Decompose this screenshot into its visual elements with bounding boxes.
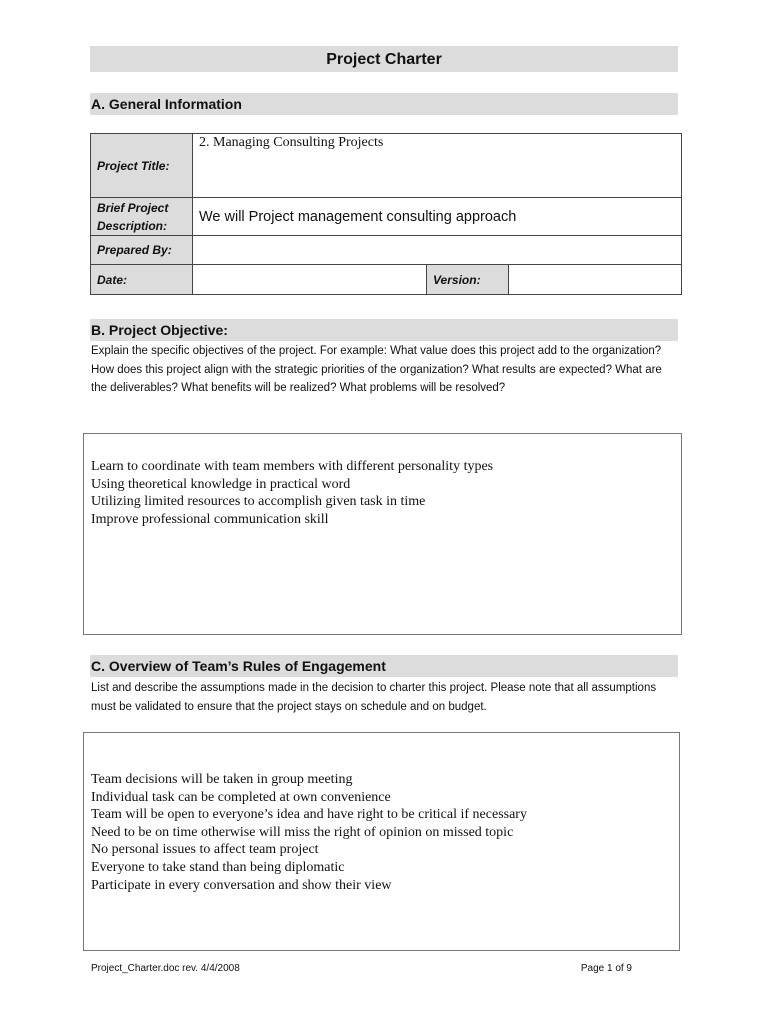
objective-instructions: Explain the specific objectives of the project. For example: What value does this project add to the organization? How does this project align with the strategic priorities of the organization? What results are expected? What are the deliverables? What benefits will be realized? What problems will be resolved? (91, 345, 662, 394)
objectives-list (91, 458, 493, 528)
version-label: Version: (427, 265, 509, 295)
objective-item: Utilizing limited resources to accomplish given task in time (91, 494, 426, 510)
date-field[interactable] (193, 265, 427, 295)
section-b-heading-text: B. Project Objective: (91, 322, 228, 338)
brief-description-label-line1: Brief Project (97, 200, 169, 215)
rule-item: No personal issues to affect team project (91, 842, 319, 858)
rule-item: Participate in every conversation and show their view (91, 877, 392, 893)
footer-page-number: Page 1 of 9 (580, 963, 632, 974)
rule-item: Team will be open to everyone’s idea and have right to be critical if necessary (91, 807, 527, 823)
section-a-heading-text: A. General Information (91, 96, 242, 112)
project-title-field[interactable]: 2. Managing Consulting Projects (193, 134, 682, 198)
brief-description-row (91, 198, 682, 236)
brief-description-label-line2: Description: (97, 218, 168, 233)
general-information-table (90, 133, 682, 295)
project-title-row (91, 134, 682, 198)
rules-text-box[interactable] (83, 732, 680, 951)
rules-instructions: List and describe the assumptions made in the decision to charter this project. Please note that all assumptions must be validated to ensure that the project stays on schedule and on budget. (91, 682, 657, 713)
rules-list (91, 771, 527, 894)
date-label: Date: (91, 265, 193, 295)
objective-item: Using theoretical knowledge in practical word (91, 476, 351, 492)
document-title: Project Charter (90, 46, 678, 72)
footer-document-info: Project_Charter.doc rev. 4/4/2008 (91, 963, 240, 974)
rule-item: Team decisions will be taken in group meeting (91, 772, 353, 787)
version-field[interactable] (509, 265, 682, 295)
prepared-by-label: Prepared By: (91, 236, 193, 265)
objectives-text-box[interactable] (83, 433, 682, 635)
rule-item: Individual task can be completed at own convenience (91, 789, 391, 805)
section-c-heading (90, 655, 678, 677)
objective-item: Learn to coordinate with team members with different personality types (91, 459, 494, 474)
prepared-by-field[interactable] (193, 236, 682, 265)
objective-item: Improve professional communication skill (91, 511, 329, 527)
rule-item: Everyone to take stand than being diplomatic (91, 859, 345, 875)
rule-item: Need to be on time otherwise will miss the right of opinion on missed topic (91, 824, 514, 840)
section-a-heading (90, 93, 678, 115)
prepared-by-row (91, 236, 682, 265)
brief-description-label (91, 198, 193, 236)
section-b-heading (90, 319, 678, 341)
project-title-label: Project Title: (91, 134, 193, 198)
section-c-heading-text: C. Overview of Team’s Rules of Engagement (91, 658, 386, 674)
date-version-row (91, 265, 682, 295)
brief-description-field[interactable]: We will Project management consulting approach (193, 198, 682, 236)
